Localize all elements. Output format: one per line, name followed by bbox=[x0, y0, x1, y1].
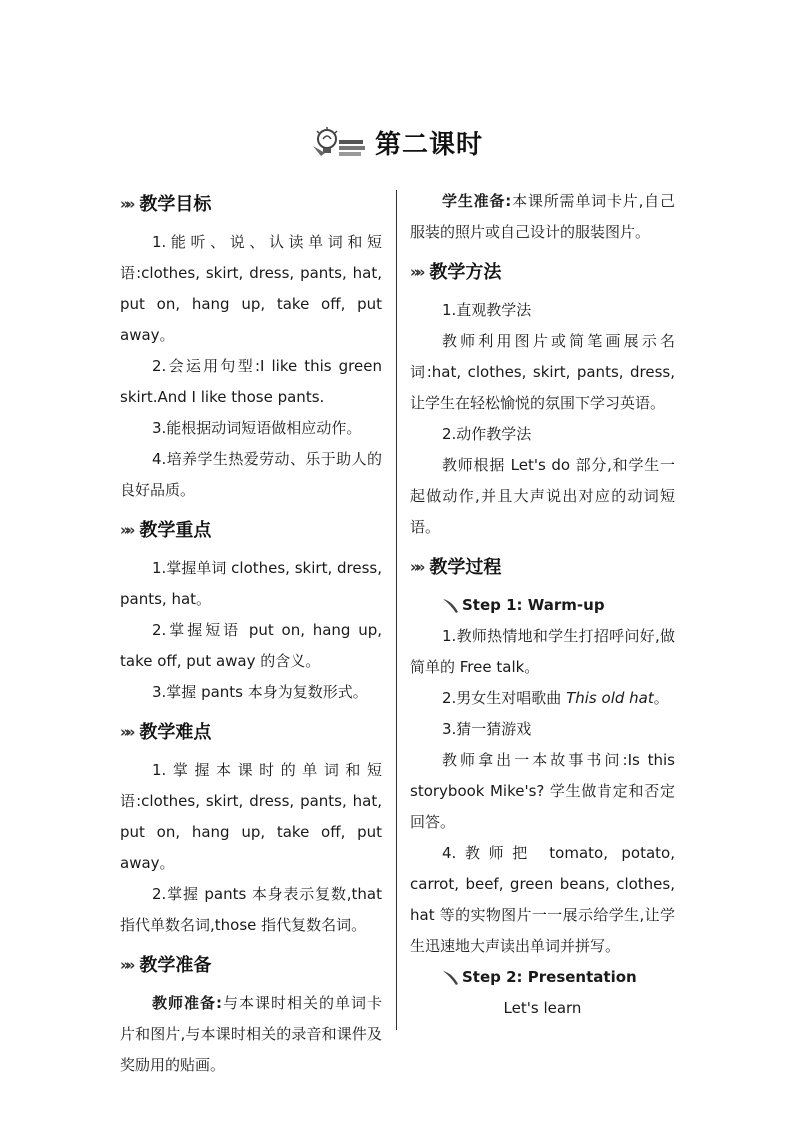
teacher-preparation-text: 与本课时相关的单词卡片和图片,与本课时相关的录音和课件及奖励用的贴画。 bbox=[120, 994, 382, 1074]
process-item: 2.男女生对唱歌曲 This old hat。 bbox=[442, 689, 669, 707]
difficulty-item: 2.掌握 pants 本身表示复数,that 指代单数名词,those 指代复数名词。 bbox=[120, 885, 382, 934]
teacher-preparation bbox=[120, 988, 382, 1081]
column-divider bbox=[396, 190, 397, 1030]
goal-item: 2.会运用句型:I like this green skirt.And I like those pants. bbox=[120, 357, 382, 406]
feather-pen-icon bbox=[442, 970, 460, 986]
method-item: 2.动作教学法 bbox=[442, 425, 532, 443]
key-point-item: 3.掌握 pants 本身为复数形式。 bbox=[152, 683, 368, 701]
process-item: 1.教师热情地和学生打招呼问好,做简单的 Free talk。 bbox=[410, 627, 675, 676]
key-point-item: 1.掌握单词 clothes, skirt, dress, pants, hat。 bbox=[120, 559, 382, 608]
step-heading: Step 2: Presentation bbox=[410, 962, 675, 993]
method-item: 1.直观教学法 bbox=[442, 301, 532, 319]
double-chevron-icon: »» bbox=[120, 194, 132, 213]
process-item: 教师拿出一本故事书问:Is this storybook Mike's? 学生做肯定和否定回答。 bbox=[410, 751, 675, 831]
goal-item: 3.能根据动词短语做相应动作。 bbox=[152, 419, 362, 437]
section-heading-process: »» 教学过程 bbox=[410, 549, 675, 585]
section-heading-methods: »» 教学方法 bbox=[410, 254, 675, 290]
page-title: 第二课时 bbox=[374, 130, 483, 160]
key-point-item: 2.掌握短语 put on, hang up, take off, put away 的含义。 bbox=[120, 621, 382, 670]
student-preparation-text: 本课所需单词卡片,自己服装的照片或自己设计的服装图片。 bbox=[410, 192, 675, 241]
process-item: 3.猜一猜游戏 bbox=[442, 720, 532, 738]
method-item: 教师利用图片或简笔画展示名词:hat, clothes, skirt, pants, dress,让学生在轻松愉悦的氛围下学习英语。 bbox=[410, 332, 675, 412]
double-chevron-icon: »» bbox=[120, 722, 132, 741]
student-preparation bbox=[410, 186, 675, 248]
double-chevron-icon: »» bbox=[120, 520, 132, 539]
section-heading-preparation: »» 教学准备 bbox=[120, 947, 382, 983]
double-chevron-icon: »» bbox=[410, 557, 422, 576]
song-title: This old hat bbox=[566, 689, 654, 707]
section-heading-key-points: »» 教学重点 bbox=[120, 512, 382, 548]
difficulty-item: 1.掌握本课时的单词和短语:clothes, skirt, dress, pants, hat, put on, hang up, take off, put away。 bbox=[120, 761, 382, 872]
feather-pen-icon bbox=[442, 598, 460, 614]
right-column bbox=[410, 186, 675, 1024]
goal-item: 1.能听、说、认读单词和短语:clothes, skirt, dress, pants, hat, put on, hang up, take off, put away。 bbox=[120, 233, 382, 344]
process-item: 4.教师把 tomato, potato, carrot, beef, green beans, clothes, hat 等的实物图片一一展示给学生,让学生迅速地大声读出单词并拼写。 bbox=[410, 844, 675, 955]
double-chevron-icon: »» bbox=[120, 955, 132, 974]
lightbulb-book-icon bbox=[311, 126, 367, 160]
double-chevron-icon: »» bbox=[410, 262, 422, 281]
goal-item: 4.培养学生热爱劳动、乐于助人的良好品质。 bbox=[120, 450, 382, 499]
section-heading-difficulties: »» 教学难点 bbox=[120, 714, 382, 750]
left-column bbox=[120, 186, 382, 1081]
lets-learn-label: Let's learn bbox=[503, 999, 582, 1017]
step-heading: Step 1: Warm-up bbox=[410, 590, 675, 621]
student-preparation-label: 学生准备: bbox=[442, 192, 512, 210]
teacher-preparation-label: 教师准备: bbox=[152, 994, 222, 1012]
section-heading-goals: »» 教学目标 bbox=[120, 186, 382, 222]
page-title-bar bbox=[0, 124, 794, 161]
method-item: 教师根据 Let's do 部分,和学生一起做动作,并且大声说出对应的动词短语。 bbox=[410, 456, 675, 536]
